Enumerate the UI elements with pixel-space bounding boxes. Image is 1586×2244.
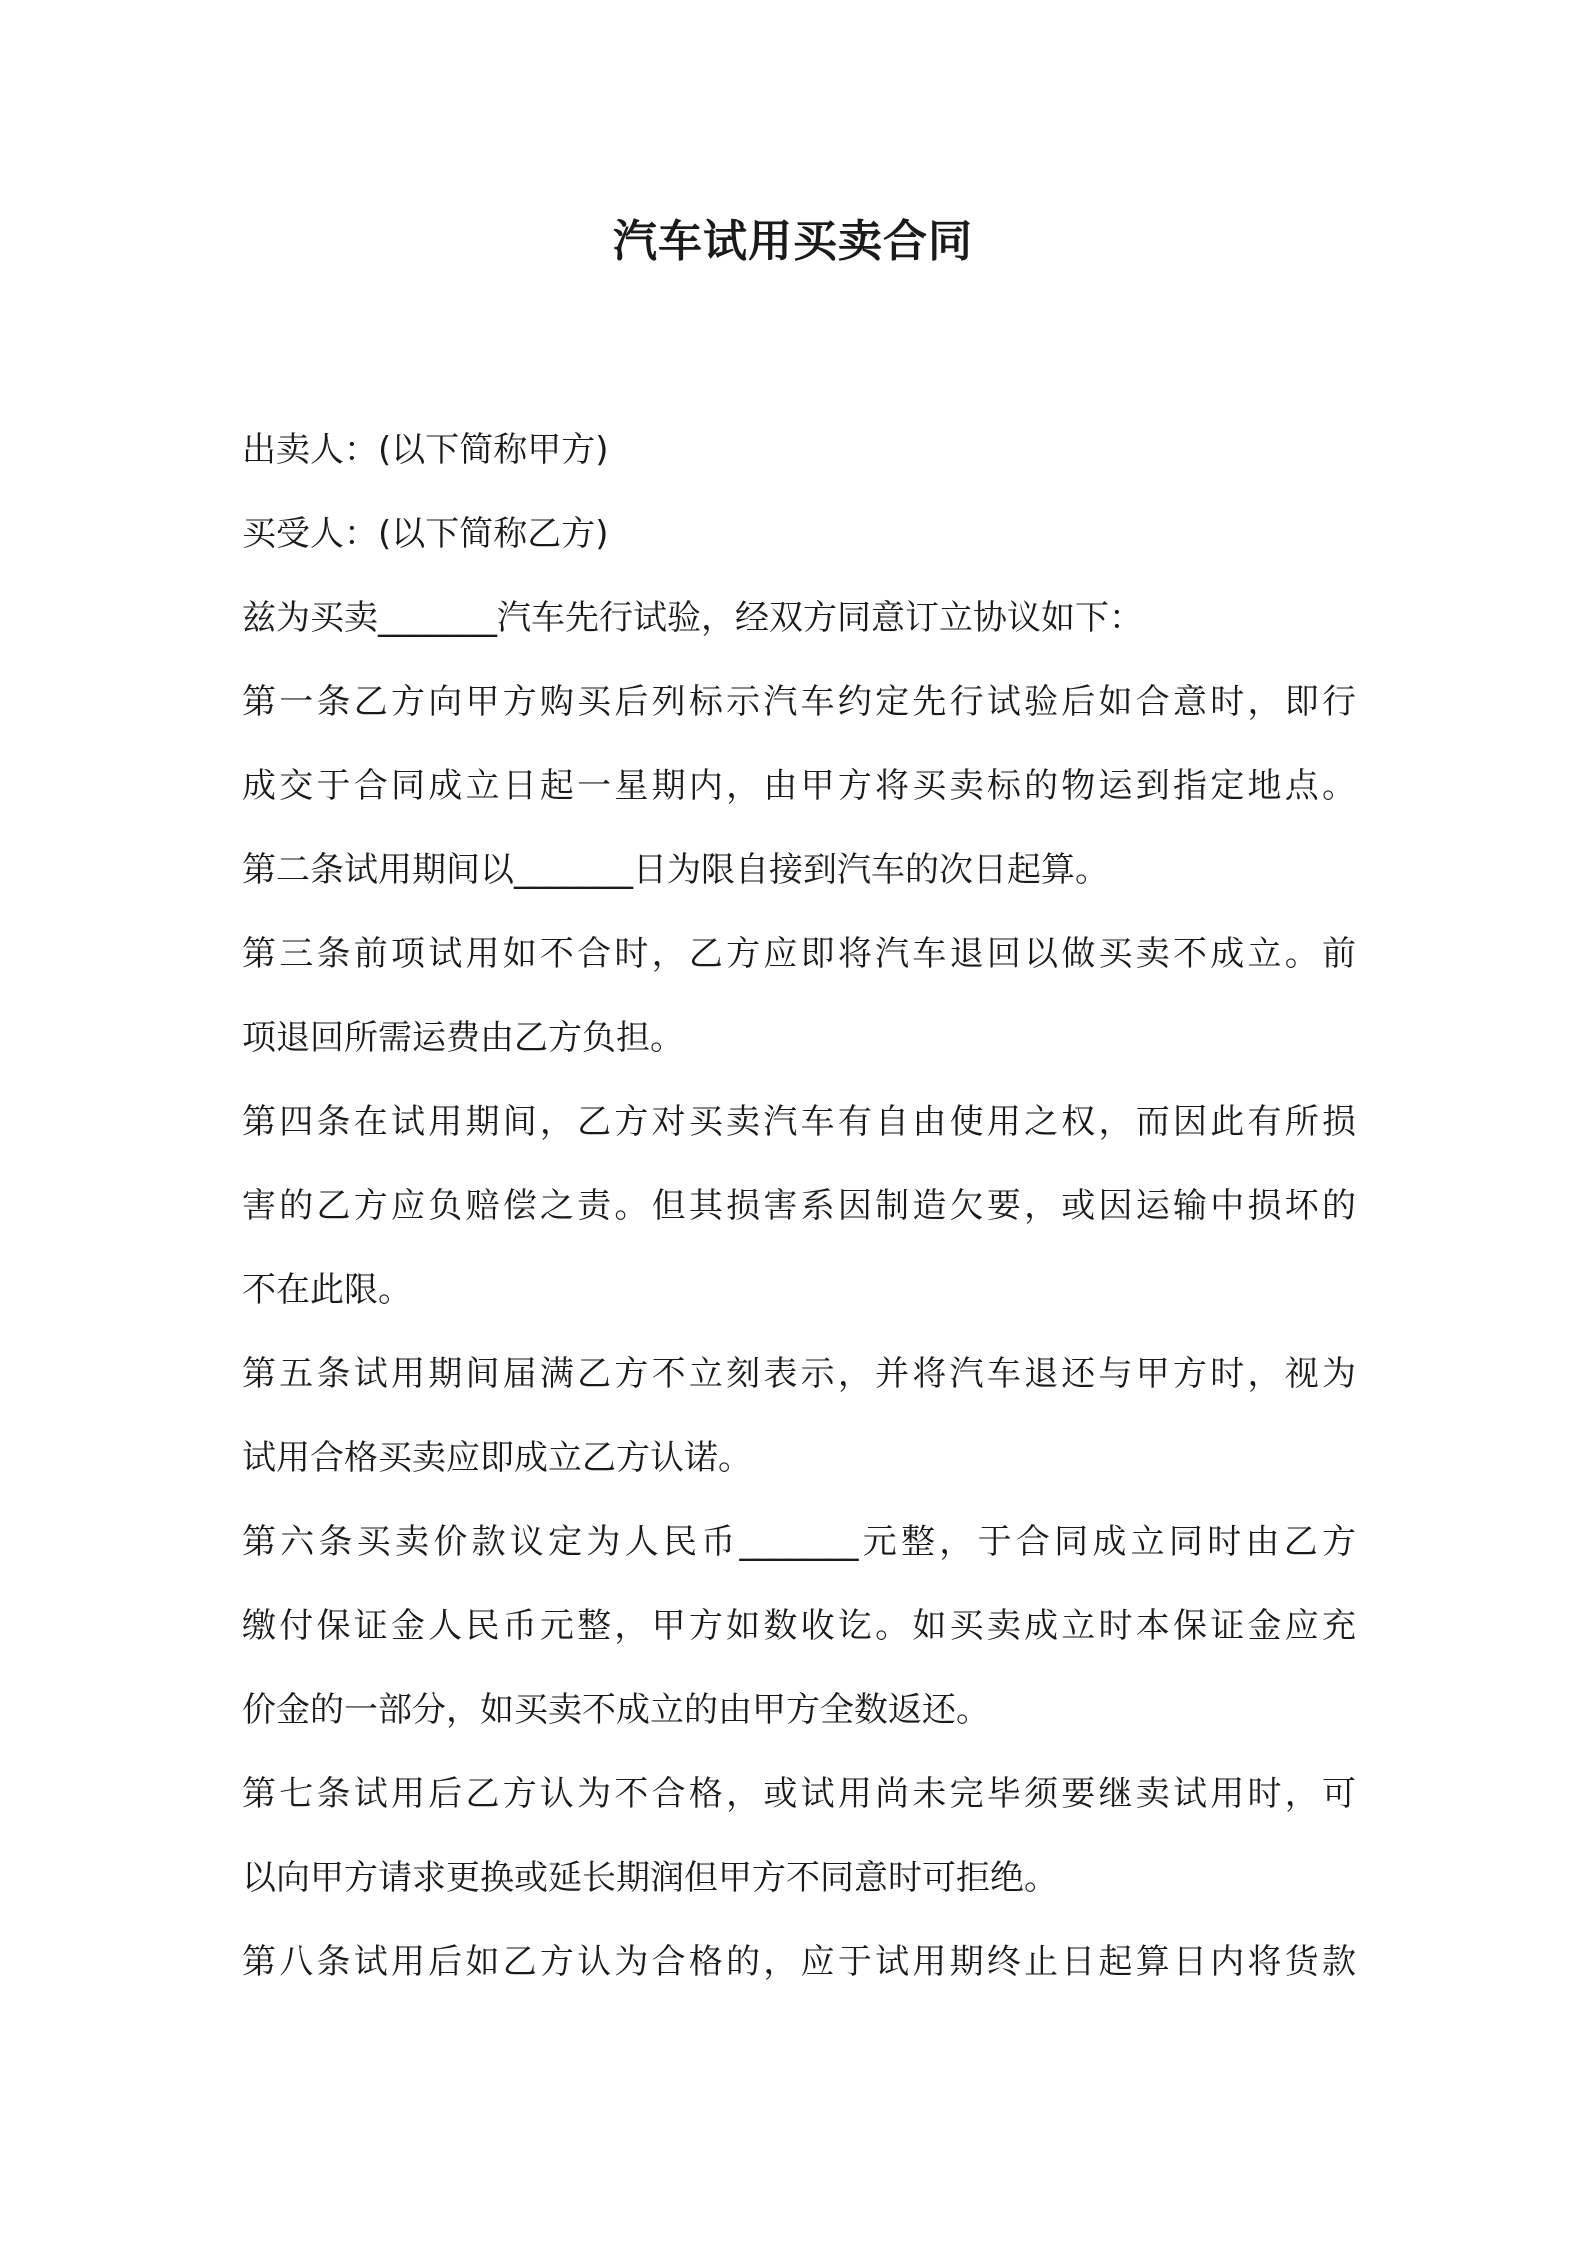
contract-line: 第三条前项试用如不合时，乙方应即将汽车退回以做买卖不成立。前: [242, 934, 1356, 974]
contract-line: 第二条试用期间以_______日为限自接到汽车的次日起算。: [242, 850, 1109, 890]
contract-line: 不在此限。: [242, 1270, 412, 1310]
contract-line: 第五条试用期间届满乙方不立刻表示，并将汽车退还与甲方时，视为: [242, 1354, 1356, 1394]
contract-line: 兹为买卖_______汽车先行试验，经双方同意订立协议如下：: [242, 598, 1143, 638]
contract-line: 以向甲方请求更换或延长期润但甲方不同意时可拒绝。: [242, 1858, 1058, 1898]
document-title: 汽车试用买卖合同: [613, 216, 973, 267]
contract-line: 第四条在试用期间，乙方对买卖汽车有自由使用之权，而因此有所损: [242, 1102, 1356, 1142]
contract-line: 项退回所需运费由乙方负担。: [242, 1018, 684, 1058]
contract-line: 第六条买卖价款议定为人民币_______元整，于合同成立同时由乙方: [242, 1522, 1356, 1562]
contract-line: 价金的一部分，如买卖不成立的由甲方全数返还。: [242, 1690, 990, 1730]
contract-line: 成交于合同成立日起一星期内，由甲方将买卖标的物运到指定地点。: [242, 766, 1356, 806]
contract-line: 买受人：(以下简称乙方): [242, 514, 609, 554]
contract-line: 试用合格买卖应即成立乙方认诺。: [242, 1438, 752, 1478]
contract-line: 第八条试用后如乙方认为合格的，应于试用期终止日起算日内将货款: [242, 1942, 1356, 1982]
contract-line: 出卖人：(以下简称甲方): [242, 430, 609, 470]
contract-line: 第七条试用后乙方认为不合格，或试用尚未完毕须要继卖试用时，可: [242, 1774, 1356, 1814]
contract-line: 害的乙方应负赔偿之责。但其损害系因制造欠要，或因运输中损坏的: [242, 1186, 1356, 1226]
contract-line: 第一条乙方向甲方购买后列标示汽车约定先行试验后如合意时，即行: [242, 682, 1356, 722]
contract-line: 缴付保证金人民币元整，甲方如数收讫。如买卖成立时本保证金应充: [242, 1606, 1356, 1646]
contract-body: [242, 408, 1356, 2004]
